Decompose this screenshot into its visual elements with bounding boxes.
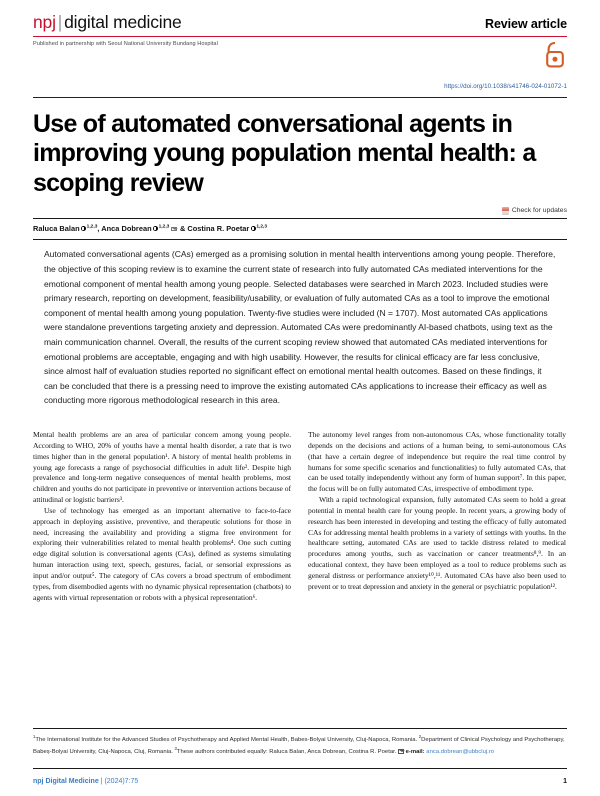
affiliation-1: The International Institute for the Advanced Studies of Psychotherapy and Applied Mental Health, Babes-Bolyai University, Cluj-Napoca, Romania.	[35, 736, 419, 743]
affiliation-2: Department of Clinical Psychology and Psychotherapy, Babeș-Bolyai University, Cluj-Napoca, Cluj, Romania.	[33, 736, 565, 756]
journal-logo-separator: |	[57, 12, 63, 32]
journal-logo-name: digital medicine	[64, 12, 182, 32]
partnership-row	[33, 37, 567, 69]
affiliation-3: These authors contributed equally: Raluca Balan, Anca Dobrean, Costina R. Poetar.	[176, 749, 399, 756]
footer-rule	[33, 768, 567, 769]
affiliations-block	[33, 728, 567, 759]
author-separator-2: &	[177, 224, 188, 234]
orcid-icon[interactable]	[81, 226, 86, 231]
open-access-lock-icon	[544, 39, 566, 69]
partnership-statement: Published in partnership with Seoul National University Bundang Hospital	[33, 40, 218, 47]
masthead	[33, 0, 567, 32]
paragraph: The autonomy level ranges from non-autonomous CAs, whose functionality totally depends on the decisions and actions of a human being, to semi-autonomous CAs (that have a certain degree of independence but require the real time control by humans for some specific scenarios and functionalities) to fully automated CAs, that can be used totally independently without any form of human support⁷. In this paper, the focus will be on fully automated CAs, irrespective of embodiment type.	[308, 430, 566, 494]
footer-journal-name: npj Digital Medicine	[33, 778, 99, 785]
footer-citation[interactable]	[33, 778, 138, 785]
doi-link[interactable]: https://doi.org/10.1038/s41746-024-01072-1	[444, 83, 567, 91]
doi-rule	[33, 97, 567, 98]
orcid-icon[interactable]	[251, 226, 256, 231]
author-affil-1: 1,2,3	[86, 224, 98, 230]
paragraph: Use of technology has emerged as an important alternative to face-to-face approach in deploying assistive, preventive, and therapeutic solutions for those in need, increasing the availability and providing a stigma free environment for exploring their vulnerabilities related to mental health problems⁴. One such cutting edge digital solution is conversational agents (CAs), defined as systems simulating human interaction using text, speech, gestures, facial, or sensorial expressions as input and/or output⁵. The category of CAs covers a broad spectrum of embodiment types, from disembodied agents with no dynamic physical representation (chatbots) to agents with virtual representation or robots with a physical representation⁶.	[33, 505, 291, 602]
author-name-2[interactable]: Anca Dobrean	[101, 224, 152, 234]
envelope-icon	[398, 749, 404, 753]
check-for-updates-label: Check for updates	[511, 207, 567, 215]
page-number: 1	[563, 778, 567, 785]
body-column-right	[308, 430, 566, 604]
journal-logo-npj: npj	[33, 12, 56, 32]
body-columns	[33, 430, 567, 604]
footer-citation-detail: | (2024)7:75	[100, 778, 139, 785]
journal-logo[interactable]	[33, 14, 182, 32]
paragraph: With a rapid technological expansion, fully automated CAs seem to hold a great potential in mental health care for young people. In recent years, a growing body of research has been interested in developing and testing the efficacy of fully automated CAs for addressing mental health problems in a variety of settings with youths. In the healthcare setting, automated CAs are used to tackle distress related to medical procedures among youths, such as vaccination or cancer treatments⁸,⁹. In an educational context, they have been employed as a tool to reduce problems such as general distress or performance anxiety¹⁰,¹¹. Automated CAs have also been used to prevent or to treat depression and anxiety in the general or psychiatric population¹².	[308, 495, 566, 591]
author-affil-2: 1,2,3	[158, 224, 170, 230]
authors-top-rule	[33, 218, 567, 219]
corresponding-email-link[interactable]: anca.dobrean@ubbcluj.ro	[426, 749, 495, 756]
author-separator-1: ,	[97, 224, 102, 234]
author-affil-3: 1,2,3	[256, 224, 268, 230]
paragraph: Mental health problems are an area of particular concern among young people. According to WHO, 20% of youths have a mental health disorder, a rate that is two times higher than in the general population¹. A history of mental health problems in young age forecasts a range of psychosocial difficulties in adult life². Despite high prevalence and long-term negative consequences of mental health problems, most children and youths do not participate in preventive or intervention actions because of attitudinal or logistic barriers³.	[33, 430, 291, 505]
email-label: e-mail:	[405, 749, 425, 756]
author-list	[33, 224, 567, 233]
author-name-3[interactable]: Costina R. Poetar	[187, 224, 250, 234]
check-for-updates-button[interactable]	[502, 207, 567, 215]
abstract-text: Automated conversational agents (CAs) emerged as a promising solution in mental health interventions among young people. Therefore, the objective of this scoping review is to examine the current state of research into fully automated CAs mediated interventions for the emotional component of mental health among young people. Selected databases were searched in March 2023. Included studies were primary research, reporting on development, feasibility/usability, or evaluation of fully automated CAs as a tool to improve the emotional component of mental health among young population. Twenty-five studies were included (N = 1707). Most automated CAs applications were standalone preventions targeting anxiety and depression. Automated CAs were predominantly AI-based chatbots, using text as the main communication channel. Overall, the results of the current scoping review showed that automated CAs mediated interventions for emotional problems are acceptable, engaging and with high usability. However, the results for clinical efficacy are far less conclusive, since almost half of evaluation studies reported no significant effect on emotional mental health outcomes. Based on these findings, it can be concluded that there is a pressing need to improve the existing automated CAs applications to increase their efficacy as well as conducting more rigorous methodological research in this area.	[44, 249, 556, 406]
page-title: Use of automated conversational agents in improving young population mental health: a scoping review	[33, 110, 536, 197]
affiliation-marker-1: 1	[33, 733, 36, 739]
affiliations-text	[33, 733, 567, 758]
doi-row	[33, 75, 567, 93]
corresponding-author-envelope-icon[interactable]	[171, 227, 177, 231]
abstract-top-rule	[33, 239, 567, 240]
affiliation-marker-2: 2	[418, 733, 422, 739]
check-for-updates-row	[33, 207, 567, 215]
orcid-icon[interactable]	[153, 226, 158, 231]
affiliations-top-rule	[33, 728, 567, 729]
article-type-label: Review article	[485, 16, 567, 31]
crossmark-badge-icon	[502, 207, 509, 215]
body-column-left	[33, 430, 291, 604]
affiliation-marker-3: 3	[174, 746, 177, 752]
author-name-1[interactable]: Raluca Balan	[33, 224, 80, 234]
page-footer	[33, 778, 567, 785]
